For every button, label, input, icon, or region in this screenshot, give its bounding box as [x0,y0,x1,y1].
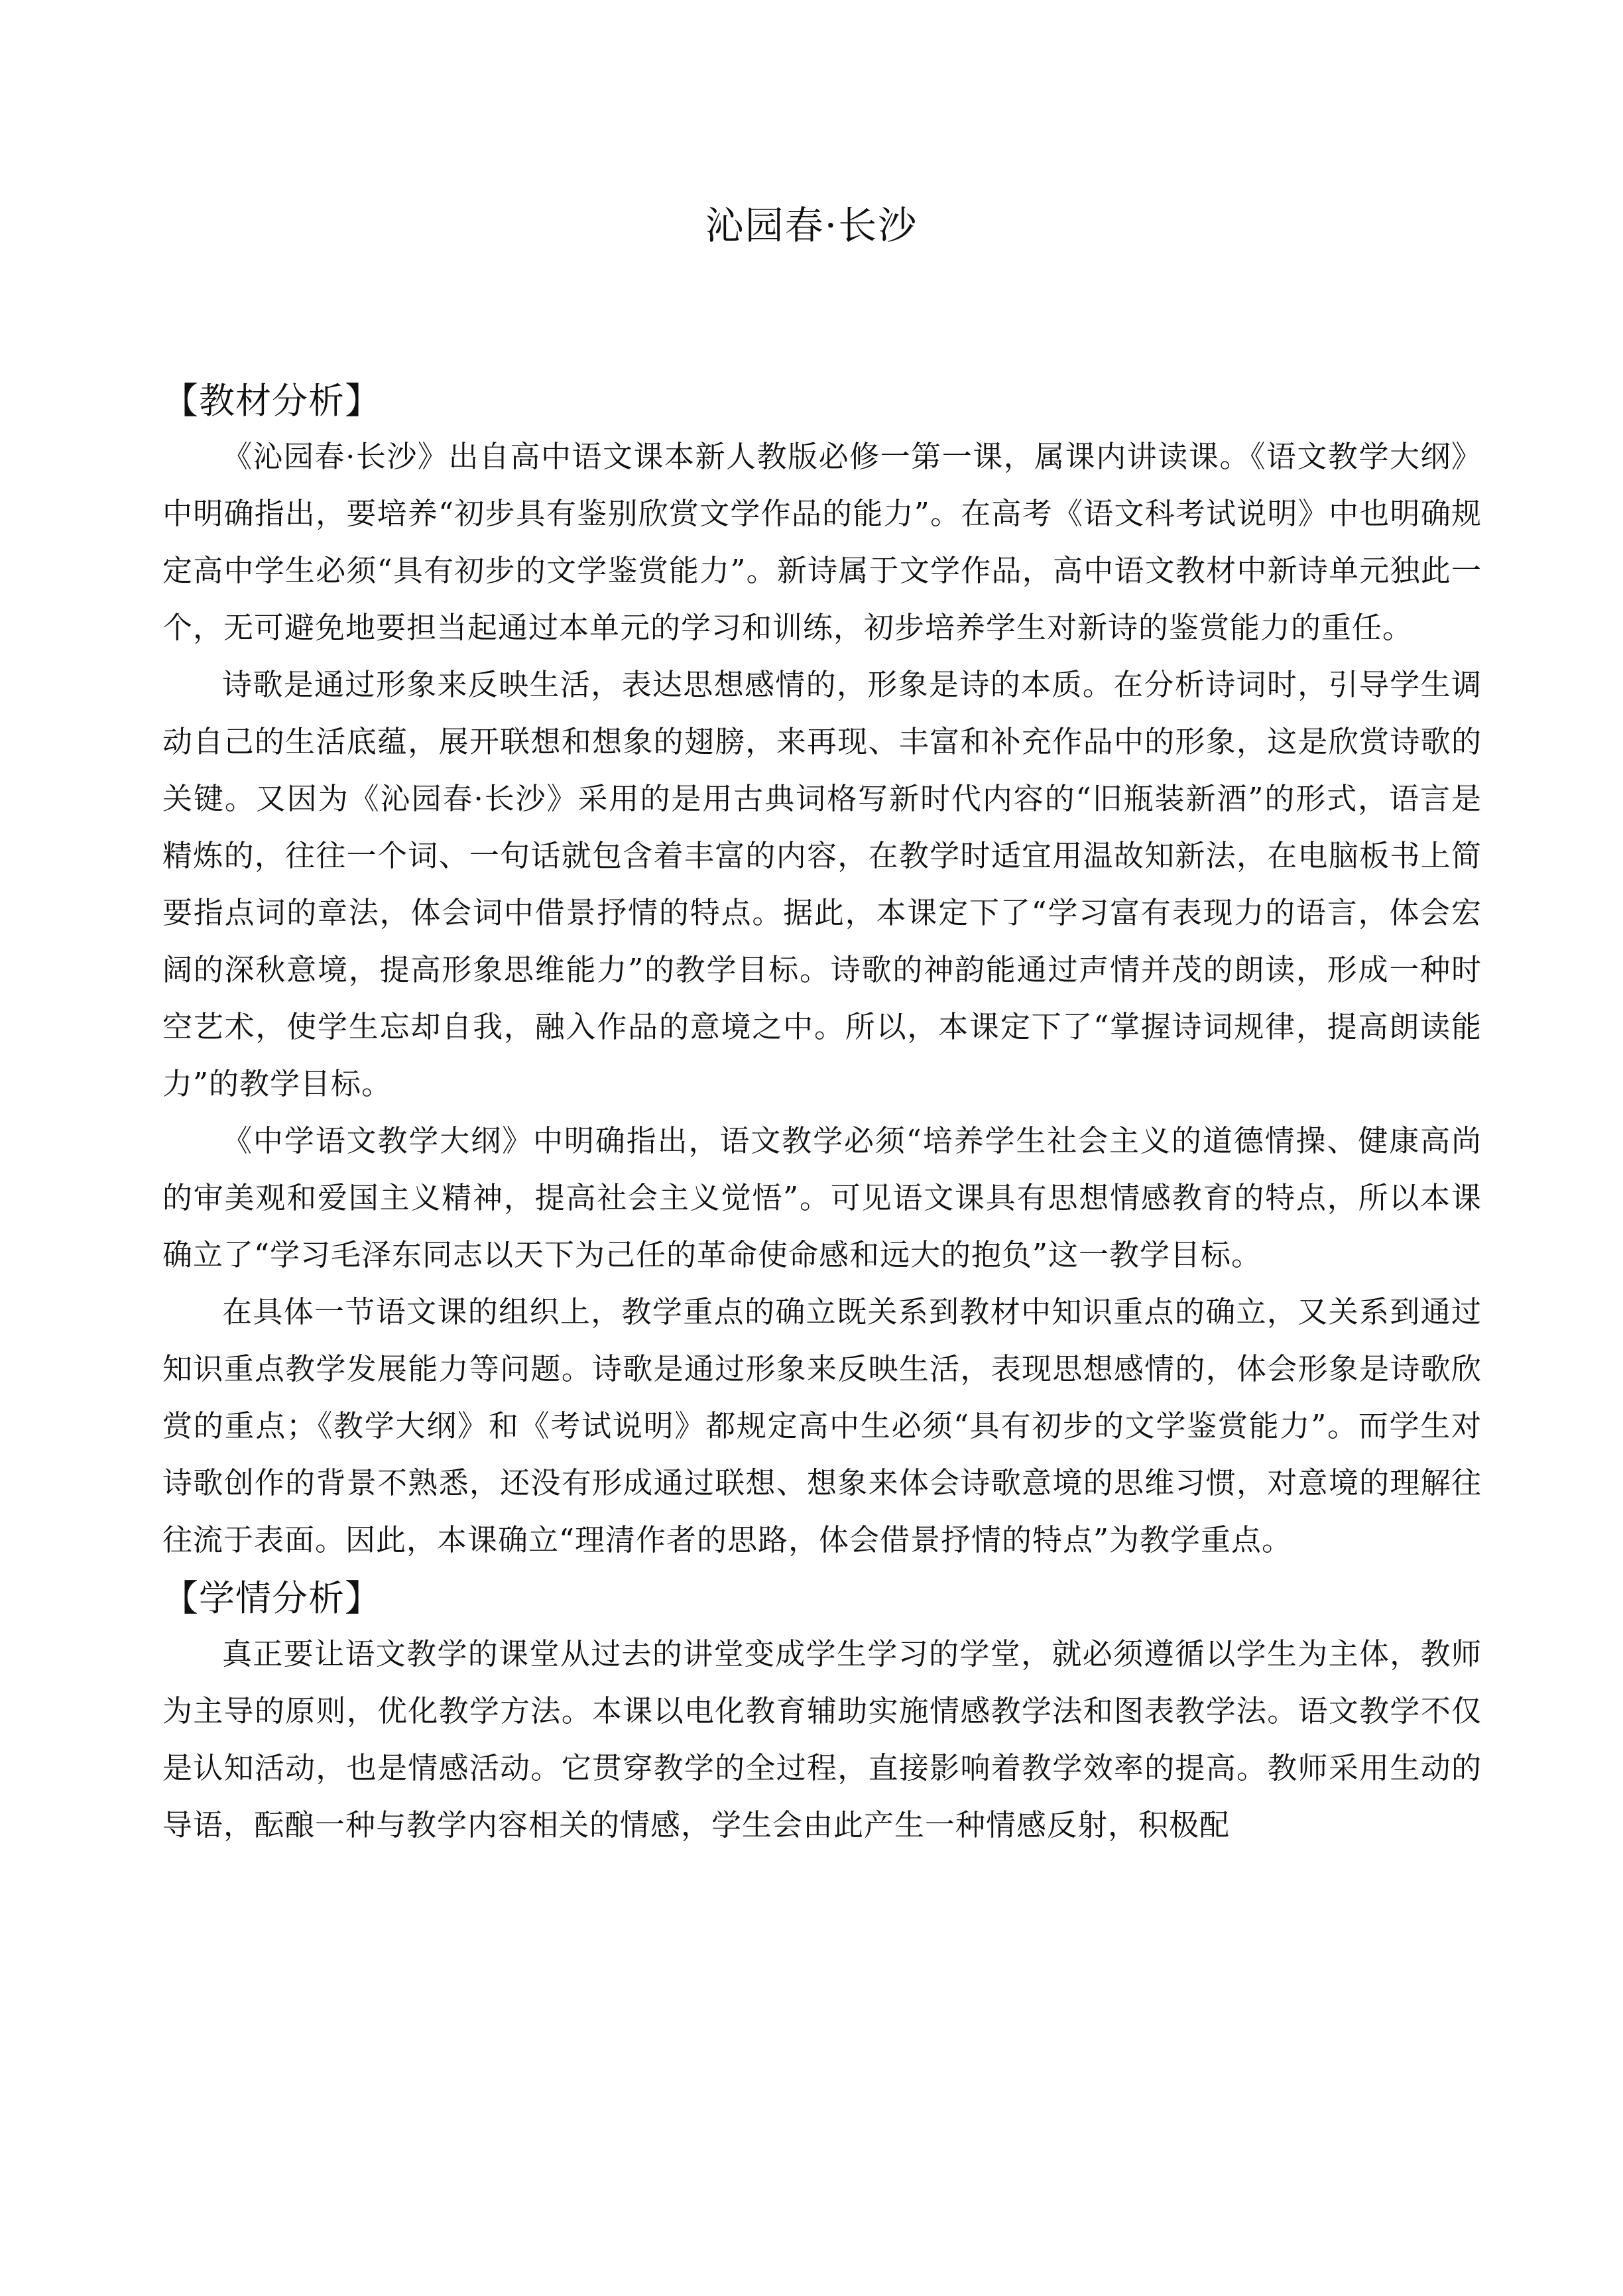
section-textbook-analysis [162,378,1482,1569]
paragraph: 《沁园春·长沙》出自高中语文课本新人教版必修一第一课，属课内讲读课。《语文教学大纲》中明确指出，要培养“初步具有鉴别欣赏文学作品的能力”。在高考《语文科考试说明》中也明确规定高中学生必须“具有初步的文学鉴赏能力”。新诗属于文学作品，高中语文教材中新诗单元独此一个，无可避免地要担当起通过本单元的学习和训练，初步培养学生对新诗的鉴赏能力的重任。 [162,439,1482,645]
document-body [162,378,1482,1860]
paragraph: 《中学语文教学大纲》中明确指出，语文教学必须“培养学生社会主义的道德情操、健康高尚的审美观和爱国主义精神，提高社会主义觉悟”。可见语文课具有思想情感教育的特点，所以本课确立了“学习毛泽东同志以天下为己任的革命使命感和远大的抱负”这一教学目标。 [162,1123,1482,1272]
section-heading: 【学情分析】 [162,1577,381,1619]
paragraph: 诗歌是通过形象来反映生活，表达思想感情的，形象是诗的本质。在分析诗词时，引导学生调动自己的生活底蕴，展开联想和想象的翅膀，来再现、丰富和补充作品中的形象，这是欣赏诗歌的关键。又因为《沁园春·长沙》采用的是用古典词格写新时代内容的“旧瓶装新酒”的形式，语言是精炼的，往往一个词、一句话就包含着丰富的内容，在教学时适宜用温故知新法，在电脑板书上简要指点词的章法，体会词中借景抒情的特点。据此，本课定下了“学习富有表现力的语言，体会宏阔的深秋意境，提高形象思维能力”的教学目标。诗歌的神韵能通过声情并茂的朗读，形成一种时空艺术，使学生忘却自我，融入作品的意境之中。所以，本课定下了“掌握诗词规律，提高朗读能力”的教学目标。 [162,667,1482,1101]
section-learner-analysis [162,1575,1482,1854]
paragraph: 真正要让语文教学的课堂从过去的讲堂变成学生学习的学堂，就必须遵循以学生为主体，教师为主导的原则，优化教学方法。本课以电化教育辅助实施情感教学法和图表教学法。语文教学不仅是认知活动，也是情感活动。它贯穿教学的全过程，直接影响着教学效率的提高。教师采用生动的导语，酝酿一种与教学内容相关的情感，学生会由此产生一种情感反射，积极配 [162,1636,1482,1843]
document-title: 沁园春·长沙 [705,203,918,248]
paragraph: 在具体一节语文课的组织上，教学重点的确立既关系到教材中知识重点的确立，又关系到通过知识重点教学发展能力等问题。诗歌是通过形象来反映生活，表现思想感情的，体会形象是诗歌欣赏的重点；《教学大纲》和《考试说明》都规定高中生必须“具有初步的文学鉴赏能力”。而学生对诗歌创作的背景不熟悉，还没有形成通过联想、想象来体会诗歌意境的思维习惯，对意境的理解往往流于表面。因此，本课确立“理清作者的思路，体会借景抒情的特点”为教学重点。 [162,1294,1482,1557]
section-heading: 【教材分析】 [162,380,381,422]
